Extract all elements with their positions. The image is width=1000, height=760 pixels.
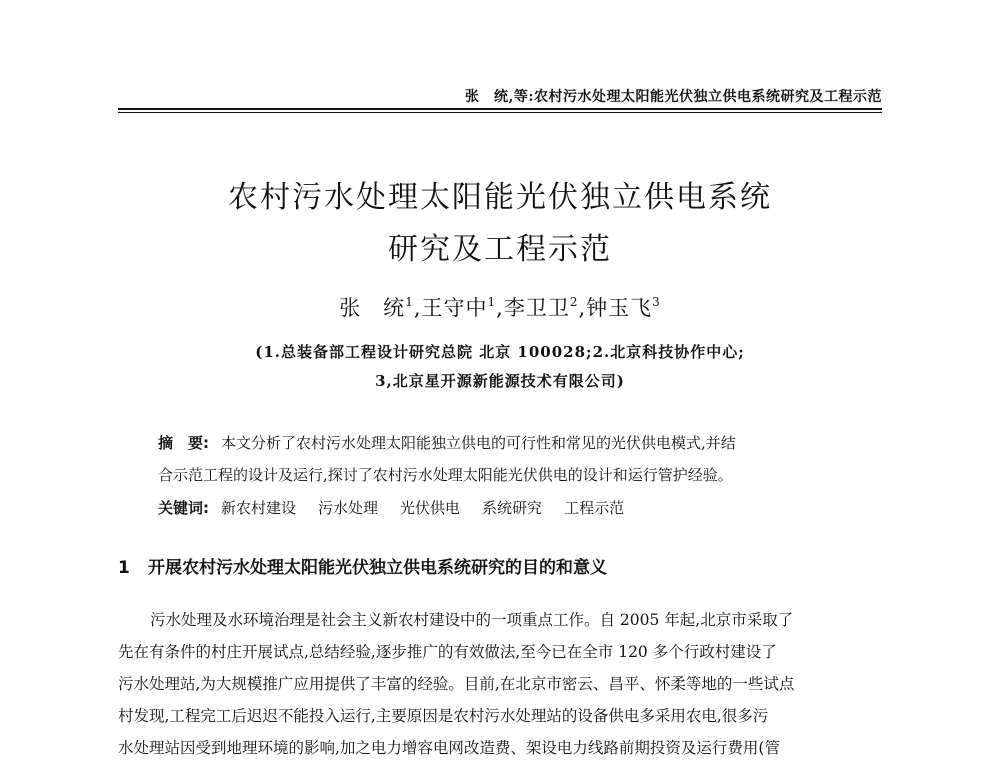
header-rule-thin — [118, 112, 882, 113]
author-affiliation-mark: 1 — [487, 295, 497, 309]
section-number: 1 — [118, 558, 130, 578]
paper-title-line-2: 研究及工程示范 — [388, 232, 612, 267]
running-header: 张 统,等:农村污水处理太阳能光伏独立供电系统研究及工程示范 — [464, 89, 882, 105]
keywords-label: 关键词: — [158, 499, 209, 517]
keyword: 工程示范 — [564, 499, 625, 517]
author-affiliation-mark: 2 — [569, 295, 579, 309]
affiliation-line-2: 3,北京星开源新能源技术有限公司) — [375, 372, 625, 390]
section-title: 开展农村污水处理太阳能光伏独立供电系统研究的目的和意义 — [148, 558, 607, 578]
keyword: 新农村建设 — [221, 499, 297, 517]
header-rule — [118, 108, 882, 110]
body-line: 污水处理及水环境治理是社会主义新农村建设中的一项重点工作。自 2005 年起,北京市采取了 — [150, 611, 794, 629]
keyword: 污水处理 — [318, 499, 379, 517]
keyword: 系统研究 — [482, 499, 543, 517]
author-name: 张 统 — [339, 296, 406, 320]
author-name: 王守中 — [421, 296, 488, 320]
body-line: 污水处理站,为大规模推广应用提供了丰富的经验。目前,在北京市密云、昌平、怀柔等地的一些试点 — [118, 675, 795, 693]
author-list — [0, 292, 1000, 322]
keywords — [158, 498, 878, 518]
paper-title-line-1: 农村污水处理太阳能光伏独立供电系统 — [228, 180, 772, 215]
keyword: 光伏供电 — [400, 499, 461, 517]
author-affiliation-mark: 3 — [652, 295, 661, 309]
affiliation-line-1: (1.总装备部工程设计研究总院 北京 100028;2.北京科技协作中心; — [255, 343, 745, 361]
abstract-text-line-2: 合示范工程的设计及运行,探讨了农村污水处理太阳能光伏供电的设计和运行管护经验。 — [158, 466, 733, 484]
abstract-text-line-1: 本文分析了农村污水处理太阳能独立供电的可行性和常见的光伏供电模式,并结 — [221, 434, 736, 452]
abstract-continuation — [158, 465, 878, 485]
abstract — [158, 433, 878, 453]
author-name: 钟玉飞 — [586, 296, 653, 320]
author-separator: , — [413, 296, 422, 320]
author-name: 李卫卫 — [503, 296, 570, 320]
body-line: 先在有条件的村庄开展试点,总结经验,逐步推广的有效做法,至今已在全市 120 多个行政村建设了 — [118, 643, 777, 661]
section-heading — [118, 553, 607, 578]
author-separator: , — [496, 296, 504, 320]
author-separator: , — [578, 296, 587, 320]
author-affiliation-mark: 1 — [405, 295, 414, 309]
body-line: 村发现,工程完工后迟迟不能投入运行,主要原因是农村污水处理站的设备供电多采用农电,很多污 — [118, 707, 769, 725]
body-line: 水处理站因受到地理环境的影响,加之电力增容电网改造费、架设电力线路前期投资及运行费用(管 — [118, 739, 780, 757]
abstract-label: 摘 要: — [158, 434, 209, 452]
